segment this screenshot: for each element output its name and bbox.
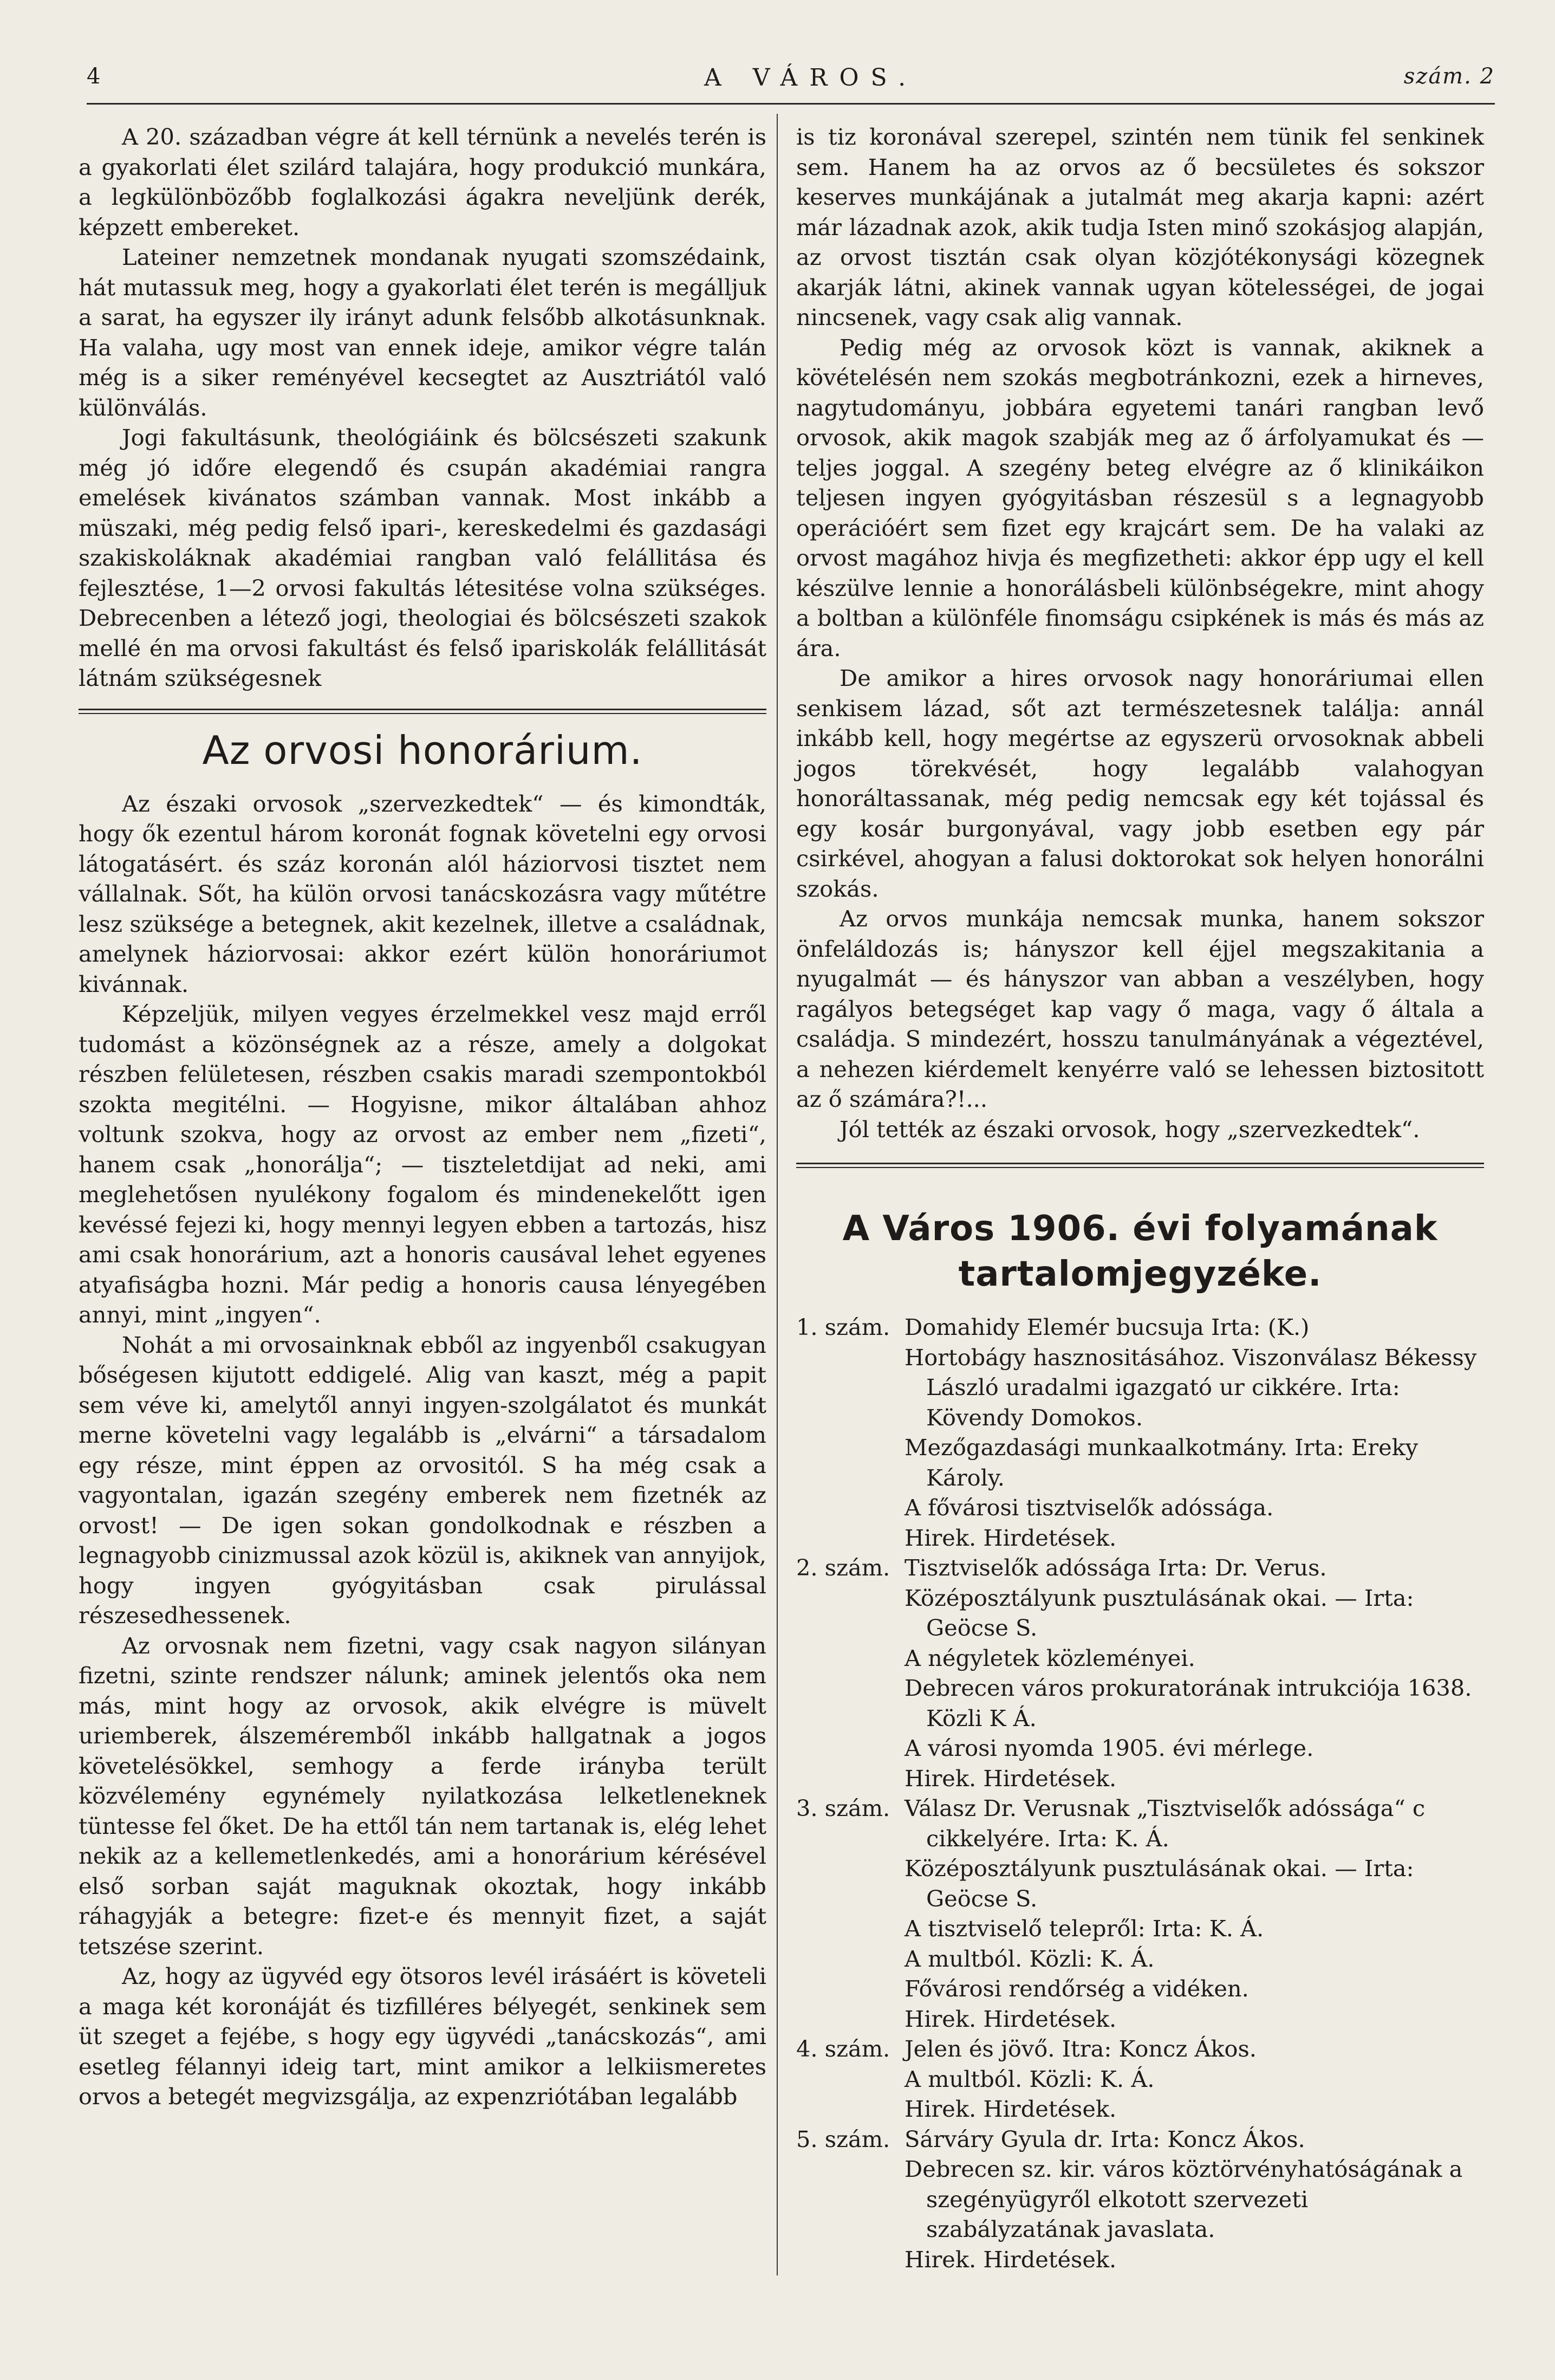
toc-entry: A négyletek közleményei. — [905, 1644, 1195, 1671]
toc-title: A Város 1906. évi folyamának tartalomjegyzéke. — [842, 1209, 1438, 1294]
paragraph: Lateiner nemzetnek mondanak nyugati szomszédaink, hát mutassuk meg, hogy a gyakorlati élet terén is megálljuk a sarat, ha egyszer ily irányt adunk felsőbb alkotásunknak. Ha valaha, ugy most van ennek ideje, amikor végre talán még is a siker reményével kecsegtet az Ausztriától való különválás. — [79, 244, 766, 421]
issue-number: 4. szám. — [796, 2035, 890, 2062]
toc-entry: Középosztályunk pusztulásának okai. — Irta: Geöcse S. — [905, 1855, 1414, 1912]
toc-entry: A fővárosi tisztviselők adóssága. — [905, 1494, 1274, 1521]
column-divider — [777, 114, 778, 2275]
page-number: 4 — [87, 64, 102, 89]
paragraph: De amikor a hires orvosok nagy honoráriumai ellen senkisem lázad, sőt azt természetesnek találja: annál inkább kell, hogy megértse az egyszerü orvosoknak abbeli jogos törekvését, hogy legalább valahogyan honoráltassanak, még pedig nemcsak egy két tojással és egy kosár burgonyával, vagy jobb esetben egy pár csirkével, ahogyan a falusi doktorokat sok helyen honorálni szokás. — [796, 665, 1484, 902]
issue-number: 1. szám. — [796, 1314, 890, 1340]
newspaper-title: A VÁROS. — [704, 64, 918, 92]
toc-entry: Fővárosi rendőrség a vidéken. — [905, 1975, 1249, 2002]
toc-entry: Mezőgazdasági munkaalkotmány. Irta: Ereky Károly. — [905, 1434, 1419, 1491]
toc-entry: Középosztályunk pusztulásának okai. — Irta: Geöcse S. — [905, 1584, 1414, 1641]
right-column — [796, 122, 1484, 2274]
table-of-contents — [796, 1312, 1484, 2274]
toc-entry: A multból. Közli: K. Á. — [905, 2065, 1155, 2092]
toc-entry: Domahidy Elemér bucsuja Irta: (K.) — [905, 1314, 1310, 1340]
toc-entry: Debrecen város prokuratorának intrukciója 1638. Közli K Á. — [905, 1675, 1472, 1732]
toc-entry: Jelen és jövő. Itra: Koncz Ákos. — [905, 2035, 1257, 2062]
paragraph: is tiz koronával szerepel, szintén nem tünik fel senkinek sem. Hanem ha az orvos az ő becsületes és sokszor keserves munkájának a jutalmát meg akarja kapni: azért már lázadnak azok, akik tudja Isten minő szokásjog alapján, az orvost tisztán csak olyan közjótékonysági közegnek akarják látni, akinek vannak ugyan kötelességei, de jogai nincsenek, vagy csak alig vannak. — [796, 124, 1484, 330]
section-rule — [796, 1163, 1484, 1168]
toc-entry: Hirek. Hirdetések. — [905, 2246, 1117, 2273]
toc-entry: Debrecen sz. kir. város köztörvényhatóságának a szegényügyről elkotott szervezeti szabályzatának javaslata. — [905, 2156, 1463, 2242]
paragraph: Az északi orvosok „szervezkedtek“ — és kimondták, hogy ők ezentul három koronát fognak követelni egy orvosi látogatásért. és száz koronán alól háziorvosi tisztet nem vállalnak. Sőt, ha külön orvosi tanácskozásra vagy műtétre lesz szüksége a betegnek, akit kezelnek, illetve a családnak, amelynek háziorvosai: akkor ezért külön honoráriumot kivánnak. — [79, 790, 766, 997]
paragraph: Az, hogy az ügyvéd egy ötsoros levél irásáért is követeli a maga két koronáját és tizfilléres bélyegét, senkinek sem üt szeget a fejébe, s hogy egy ügyvédi „tanácskozás“, ami esetleg félannyi ideig tart, mint amikor a lelkiismeretes orvos a betegét megvizsgálja, az expenzriótában legalább — [79, 1963, 766, 2110]
header-rule — [87, 103, 1495, 105]
toc-entry: Hirek. Hirdetések. — [905, 1524, 1117, 1551]
paragraph: A 20. században végre át kell térnünk a nevelés terén is a gyakorlati élet szilárd talajára, hogy produkció munkára, a legkülönbözőbb foglalkozási ágakra neveljünk derék, képzett embereket. — [79, 124, 766, 241]
toc-entry: Hirek. Hirdetések. — [905, 1765, 1117, 1792]
page-header — [87, 64, 1495, 96]
article-title: Az orvosi honorárium. — [202, 727, 643, 773]
paragraph: Pedig még az orvosok közt is vannak, akiknek a kövételésén nem szokás megbotránkozni, ezek a hirneves, nagytudományu, jobbára egyetemi tanári rangban levő orvosok, akik magok szabják meg az ő árfolyamukat és — teljes joggal. A szegény beteg elvégre az ő klinikáikon teljesen ingyen gyógyitásban részesül s a legnagyobb operációért sem fizet egy krajcárt sem. De ha valaki az orvost magához hivja és megfizetheti: akkor épp ugy el kell készülve lennie a honorálásbeli különbségekre, mint ahogy a boltban a különféle finomságu csipkének is más és más az ára. — [796, 334, 1484, 662]
toc-entry: A tisztviselő telepről: Irta: K. Á. — [905, 1915, 1264, 1942]
issue-label: szám. 2 — [1403, 64, 1495, 89]
toc-entry: Hortobágy hasznositásához. Viszonválasz Békessy László uradalmi igazgató ur cikkére. Irta: Kövendy Domokos. — [905, 1344, 1477, 1431]
toc-entry: Válasz Dr. Verusnak „Tisztviselők adóssága“ c cikkelyére. Irta: K. Á. — [905, 1795, 1426, 1852]
toc-entry: Tisztviselők adóssága Irta: Dr. Verus. — [905, 1554, 1327, 1581]
toc-entry: A multból. Közli: K. Á. — [905, 1945, 1155, 1972]
left-column — [79, 122, 766, 2112]
issue-number: 3. szám. — [796, 1795, 890, 1821]
section-rule — [79, 709, 766, 714]
toc-group — [796, 1553, 1484, 1793]
paragraph: Jól tették az északi orvosok, hogy „szervezkedtek“. — [840, 1116, 1420, 1143]
toc-group — [796, 1793, 1484, 2034]
toc-entry: Hirek. Hirdetések. — [905, 2005, 1117, 2032]
toc-group — [796, 2124, 1484, 2275]
toc-group — [796, 1312, 1484, 1553]
toc-entry: Sárváry Gyula dr. Irta: Koncz Ákos. — [905, 2125, 1305, 2152]
paragraph: Nohát a mi orvosainknak ebből az ingyenből csakugyan bőségesen kijutott eddigelé. Alig van kaszt, még a papit sem véve ki, amelytől annyi ingyen-szolgálatot és munkát merne követelni vagy legalább is „elvárni“ a társadalom egy része, mint éppen az orvositól. S ha még csak a vagyontalan, igazán szegény emberek nem fizetnék az orvost! — De igen sokan gondolkodnak e részben a legnagyobb cinizmussal azok közül is, akiknek van annyijok, hogy ingyen gyógyitásban csak pirulással részesedhessenek. — [79, 1331, 766, 1629]
paragraph: Jogi fakultásunk, theológiáink és bölcsészeti szakunk még jó időre elegendő és csupán akadémiai rangra emelések kivánatos számban vannak. Most inkább a müszaki, még pedig felső ipari-, kereskedelmi és gazdasági szakiskoláknak akadémiai rangban való felállitása és fejlesztése, 1—2 orvosi fakultás létesitése volna szükséges. Debrecenben a létező jogi, theologiai és bölcsészeti szakok mellé én ma orvosi fakultást és felső ipariskolák felállitását látnám szükségesnek — [79, 424, 766, 691]
toc-entry: A városi nyomda 1905. évi mérlege. — [905, 1735, 1314, 1761]
paragraph: Az orvos munkája nemcsak munka, hanem sokszor önfeláldozás is; hányszor kell éjjel megszakitania a nyugalmát — és hányszor van abban a veszélyben, hogy ragályos betegséget kap vagy ő maga, vagy ő általa a családja. S mindezért, hosszu tanulmányának a végeztével, a nehezen kiérdemelt kenyérre való se lehessen biztositott az ő számára?!... — [796, 905, 1484, 1112]
issue-number: 5. szám. — [796, 2125, 890, 2152]
issue-number: 2. szám. — [796, 1554, 890, 1581]
paragraph: Képzeljük, milyen vegyes érzelmekkel vesz majd erről tudomást a közönségnek az a része, amely a dolgokat részben felületesen, részben csakis maradi szempontokból szokta megitélni. — Hogyisne, mikor általában ahhoz voltunk szokva, hogy az orvost az ember nem „fizeti“, hanem csak „honorálja“; — tiszteletdijat ad neki, ami meglehetősen nyulékony fogalom és mindenekelőtt igen kevéssé fejezi ki, hogy mennyi legyen ebben a tartozás, hisz ami csak honorárium, azt a honoris causával lehet egyenes atyafiságba hozni. Már pedig a honoris causa lényegében annyi, mint „ingyen“. — [79, 1001, 766, 1328]
toc-group — [796, 2034, 1484, 2124]
toc-entry: Hirek. Hirdetések. — [905, 2096, 1117, 2122]
paragraph: Az orvosnak nem fizetni, vagy csak nagyon silányan fizetni, szinte rendszer nálunk; aminek jelentős oka nem más, mint hogy az orvosok, akik elvégre is müvelt uriemberek, álszeméremből inkább hallgatnak a jogos követelésökkel, semhogy a ferde irányba terült közvélemény egynémely nyilatkozása lelketleneknek tüntesse fel őket. De ha ettől tán nem tartanak is, elég lehet nekik az a kellemetlenkedés, ami a honorárium kérésével első sorban saját maguknak okoztak, hogy inkább ráhagyják a betegre: fizet-e és mennyit fizet, a saját tetszése szerint. — [79, 1632, 766, 1960]
